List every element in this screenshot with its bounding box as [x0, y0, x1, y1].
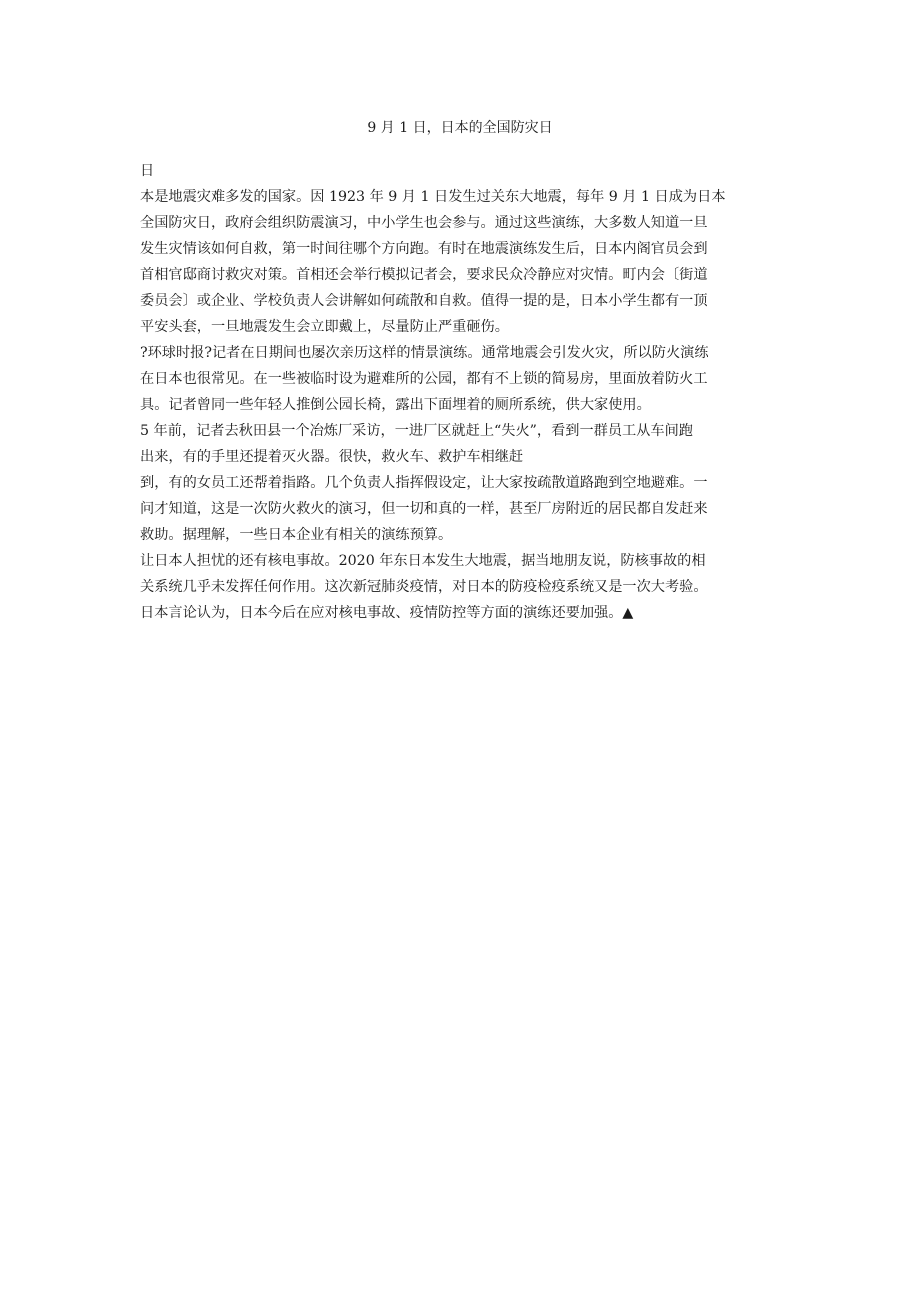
body-line: 问才知道，这是一次防火救火的演习，但一切和真的一样，甚至厂房附近的居民都自发赶来 [140, 501, 708, 517]
body-line: 救助。据理解，一些日本企业有相关的演练预算。 [140, 527, 453, 543]
body-line: 平安头套，一旦地震发生会立即戴上，尽量防止严重砸伤。 [140, 319, 509, 335]
body-line: 首相官邸商讨救灾对策。首相还会举行模拟记者会，要求民众冷静应对灾情。町内会〔街道 [140, 267, 708, 283]
document-title: 9 月 1 日，日本的全国防灾日 [367, 120, 553, 136]
body-line: 发生灾情该如何自救，第一时间往哪个方向跑。有时在地震演练发生后，日本内阁官员会到 [140, 241, 708, 257]
body-line: 让日本人担忧的还有核电事故。2020 年东日本发生大地震，据当地朋友说，防核事故的相 [140, 553, 706, 569]
body-line: 在日本也很常见。在一些被临时设为避难所的公园，都有不上锁的简易房，里面放着防火工 [140, 371, 708, 387]
document-body [140, 158, 800, 626]
body-line: 日本言论认为，日本今后在应对核电事故、疫情防控等方面的演练还要加强。▲ [140, 605, 634, 621]
body-line: 5 年前，记者去秋田县一个冶炼厂采访，一进厂区就赶上“失火”，看到一群员工从车间跑 [140, 423, 693, 439]
body-line: 全国防灾日，政府会组织防震演习，中小学生也会参与。通过这些演练，大多数人知道一旦 [140, 215, 708, 231]
body-line: ?环球时报?记者在日期间也屡次亲历这样的情景演练。通常地震会引发火灾，所以防火演练 [140, 345, 709, 361]
body-line: 日 [140, 163, 155, 179]
body-line: 委员会〕或企业、学校负责人会讲解如何疏散和自救。值得一提的是，日本小学生都有一顶 [140, 293, 708, 309]
body-line: 关系统几乎未发挥任何作用。这次新冠肺炎疫情，对日本的防疫检疫系统又是一次大考验。 [140, 579, 708, 595]
body-line: 出来，有的手里还提着灭火器。很快，救火车、救护车相继赶 [140, 449, 524, 465]
body-line: 本是地震灾难多发的国家。因 1923 年 9 月 1 日发生过关东大地震，每年 9 月 1 日成为日本 [140, 189, 726, 205]
body-line: 具。记者曾同一些年轻人推倒公园长椅，露出下面埋着的厕所系统，供大家使用。 [140, 397, 651, 413]
body-line: 到，有的女员工还帮着指路。几个负责人指挥假设定，让大家按疏散道路跑到空地避难。一 [140, 475, 708, 491]
